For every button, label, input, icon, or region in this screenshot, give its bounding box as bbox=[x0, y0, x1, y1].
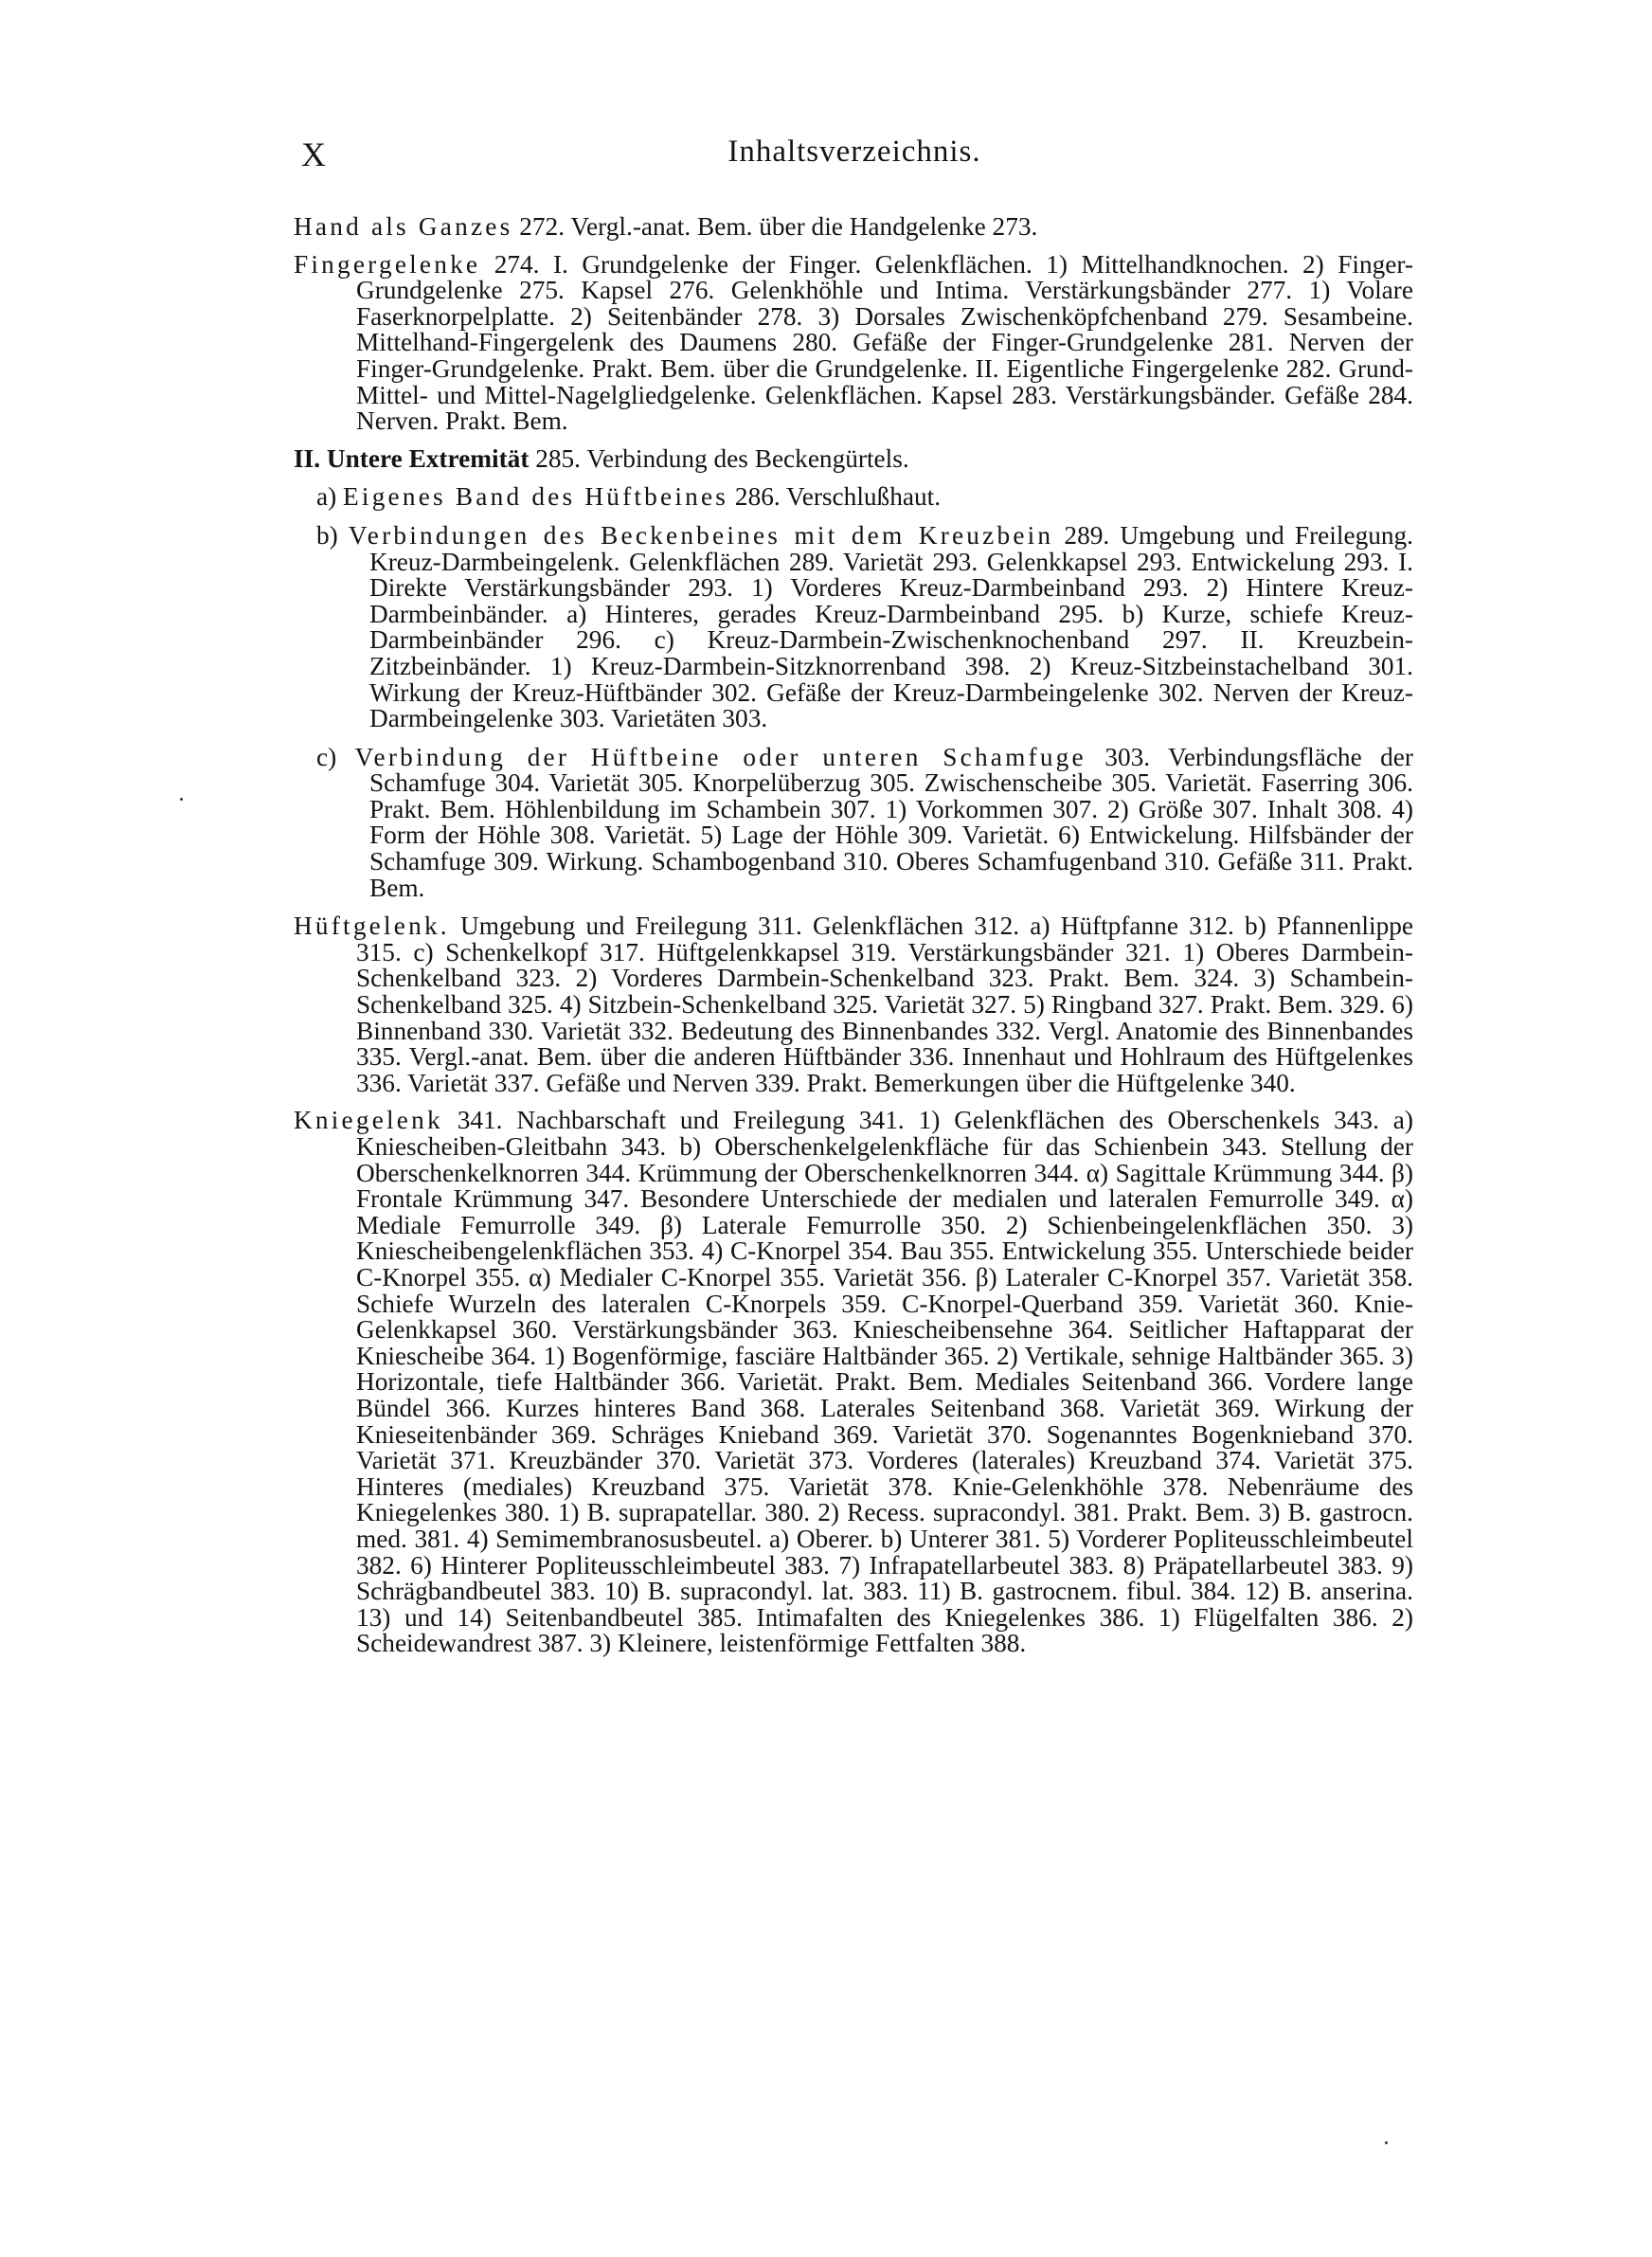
entry-text: Umgebung und Freilegung 311. Gelenkflächen 312. a) Hüftpfanne 312. b) Pfannenlippe 315. c) Schenkelkopf 317. Hüftgelenkkapsel 319. Verstärkungsbänder 321. 1) Oberes Darmbein-Schenkelband 323. 2) Vorderes Darmbein-Schenkelband 323. Prakt. Bem. 324. 3) Schambein-Schenkelband 325. 4) Sitzbein-Schenkelband 325. Varietät 327. 5) Ringband 327. Prakt. Bem. 329. 6) Binnenband 330. Varietät 332. Bedeutung des Binnenbandes 332. Vergl. Anatomie des Binnenbandes 335. Vergl.-anat. Bem. über die anderen Hüftbänder 336. Innenhaut und Hohlraum des Hüftgelenkes 336. Varietät 337. Gefäße und Nerven 339. Prakt. Bemerkungen über die Hüftgelenke 340. bbox=[356, 912, 1413, 1097]
entry-term: Verbindung der Hüftbeine oder unteren Schamfuge bbox=[354, 742, 1086, 771]
entry-text: 303. Verbindungsfläche der Schamfuge 304. Varietät 305. Knorpelüberzug 305. Zwischenscheibe 305. Varietät. Faserring 306. Prakt. Bem. Höhlenbildung im Schambein 307. 1) Vorkommen 307. 2) Größe 307. Inhalt 308. 4) Form der Höhle 308. Varietät. 5) Lage der Höhle 309. Varietät. 6) Entwickelung. Hilfsbänder der Schamfuge 309. Wirkung. Schambogenband 310. Oberes Schamfugenband 310. Gefäße 311. Prakt. Bem. bbox=[369, 742, 1414, 902]
section-title: Untere Extremität bbox=[326, 443, 530, 473]
section-heading-untere-extremitaet bbox=[294, 443, 1413, 473]
section-text: 285. Verbindung des Beckengürtels. bbox=[529, 443, 909, 473]
entry-text: 274. I. Grundgelenke der Finger. Gelenkflächen. 1) Mittelhandknochen. 2) Finger-Grundgelenke 275. Kapsel 276. Gelenkhöhle und Intima. Verstärkungsbänder 277. 1) Volare Faserknorpelplatte. 2) Seitenbänder 278. 3) Dorsales Zwischenköpfchenband 279. Sesambeine. Mittelhand-Fingergelenk des Daumens 280. Gefäße der Finger-Grundgelenke 281. Nerven der Finger-Grundgelenke. Prakt. Bem. über die Grundgelenke. II. Eigentliche Fingergelenke 282. Grund-Mittel- und Mittel-Nagelgliedgelenke. Gelenkflächen. Kapsel 283. Verstärkungsbänder. Gefäße 284. Nerven. Prakt. Bem. bbox=[356, 249, 1413, 436]
toc-content bbox=[294, 214, 1413, 1669]
running-title: Inhaltsverzeichnis. bbox=[727, 135, 981, 169]
section-number: II. bbox=[294, 443, 321, 473]
page-number: X bbox=[301, 135, 326, 173]
entry-text: 289. Umgebung und Freilegung. Kreuz-Darmbeingelenk. Gelenkflächen 289. Varietät 293. Gelenkkapsel 293. Entwickelung 293. I. Direkte Verstärkungsbänder 293. 1) Vorderes Kreuz-Darmbeinband 293. 2) Hintere Kreuz-Darmbeinbänder. a) Hinteres, gerades Kreuz-Darmbeinband 295. b) Kurze, schiefe Kreuz-Darmbeinbänder 296. c) Kreuz-Darmbein-Zwischenknochenband 297. II. Kreuzbein-Zitzbeinbänder. 1) Kreuz-Darmbein-Sitzknorrenband 398. 2) Kreuz-Sitzbeinstachelband 301. Wirkung der Kreuz-Hüftbänder 302. Gefäße der Kreuz-Darmbeingelenke 302. Nerven der Kreuz-Darmbeingelenke 303. Varietäten 303. bbox=[369, 520, 1413, 733]
toc-entry-fingergelenke bbox=[294, 249, 1413, 436]
subentry-marker: a) bbox=[316, 482, 337, 512]
toc-entry-kniegelenk bbox=[294, 1108, 1413, 1656]
print-speck bbox=[180, 798, 183, 801]
toc-subentry-b bbox=[316, 520, 1413, 733]
print-speck bbox=[1385, 2141, 1388, 2144]
entry-term: Verbindungen des Beckenbeines mit dem Kreuzbein bbox=[348, 520, 1054, 550]
toc-entry-hueftgelenk bbox=[294, 913, 1413, 1096]
page-header bbox=[301, 135, 1408, 182]
subentry-marker: b) bbox=[316, 520, 338, 550]
entry-text: 341. Nachbarschaft und Freilegung 341. 1) Gelenkflächen des Oberschenkels 343. a) Kniescheiben-Gleitbahn 343. b) Oberschenkelgelenkfläche für das Schienbein 343. Stellung der Oberschenkelknorren 344. Krümmung der Oberschenkelknorren 344. α) Sagittale Krümmung 344. β) Frontale Krümmung 347. Besondere Unterschiede der medialen und lateralen Femurrolle 349. α) Mediale Femurrolle 349. β) Laterale Femurrolle 350. 2) Schienbeingelenkflächen 350. 3) Kniescheibengelenkflächen 353. 4) C-Knorpel 354. Bau 355. Entwickelung 355. Unterschiede beider C-Knorpel 355. α) Medialer C-Knorpel 355. Varietät 356. β) Lateraler C-Knorpel 357. Varietät 358. Schiefe Wurzeln des lateralen C-Knorpels 359. C-Knorpel-Querband 359. Varietät 360. Knie-Gelenkkapsel 360. Verstärkungsbänder 363. Kniescheibensehne 364. Seitlicher Haftapparat der Kniescheibe 364. 1) Bogenförmige, fasciäre Haltbänder 365. 2) Vertikale, sehnige Haltbänder 365. 3) Horizontale, tiefe Haltbänder 366. Varietät. Prakt. Bem. Mediales Seitenband 366. Vordere lange Bündel 366. Kurzes hinteres Band 368. Laterales Seitenband 368. Varietät 369. Wirkung der Knieseitenbänder 369. Schräges Knieband 369. Varietät 370. Sogenanntes Bogenknieband 370. Varietät 371. Kreuzbänder 370. Varietät 373. Vorderes (laterales) Kreuzband 374. Varietät 375. Hinteres (mediales) Kreuzband 375. Varietät 378. Knie-Gelenkhöhle 378. Nebenräume des Kniegelenkes 380. 1) B. suprapatellar. 380. 2) Recess. supracondyl. 381. Prakt. Bem. 3) B. gastrocn. med. 381. 4) Semimembranosusbeutel. a) Oberer. b) Unterer 381. 5) Vorderer Popliteusschleimbeutel 382. 6) Hinterer Popliteusschleimbeutel 383. 7) Infrapatellarbeutel 383. 8) Präpatellarbeutel 383. 9) Schrägbandbeutel 383. 10) B. supracondyl. lat. 383. 11) B. gastrocnem. fibul. 384. 12) B. anserina. 13) und 14) Seitenbandbeutel 385. Intimafalten des Kniegelenkes 386. 1) Flügelfalten 386. 2) Scheidewandrest 387. 3) Kleinere, leistenförmige Fettfalten 388. bbox=[356, 1106, 1413, 1658]
entry-text: 286. Verschlußhaut. bbox=[728, 482, 942, 512]
entry-term: Hand als Ganzes bbox=[294, 212, 513, 241]
entry-term: Hüftgelenk. bbox=[294, 912, 450, 941]
toc-subentry-a bbox=[316, 484, 1413, 511]
toc-entry-hand bbox=[294, 214, 1413, 241]
entry-text: 272. Vergl.-anat. Bem. über die Handgelenke 273. bbox=[512, 212, 1038, 241]
entry-term: Fingergelenke bbox=[294, 249, 481, 279]
entry-term: Kniegelenk bbox=[294, 1106, 443, 1135]
subentry-marker: c) bbox=[316, 742, 337, 771]
toc-subentry-c bbox=[316, 742, 1414, 902]
entry-term: Eigenes Band des Hüftbeines bbox=[343, 482, 729, 512]
